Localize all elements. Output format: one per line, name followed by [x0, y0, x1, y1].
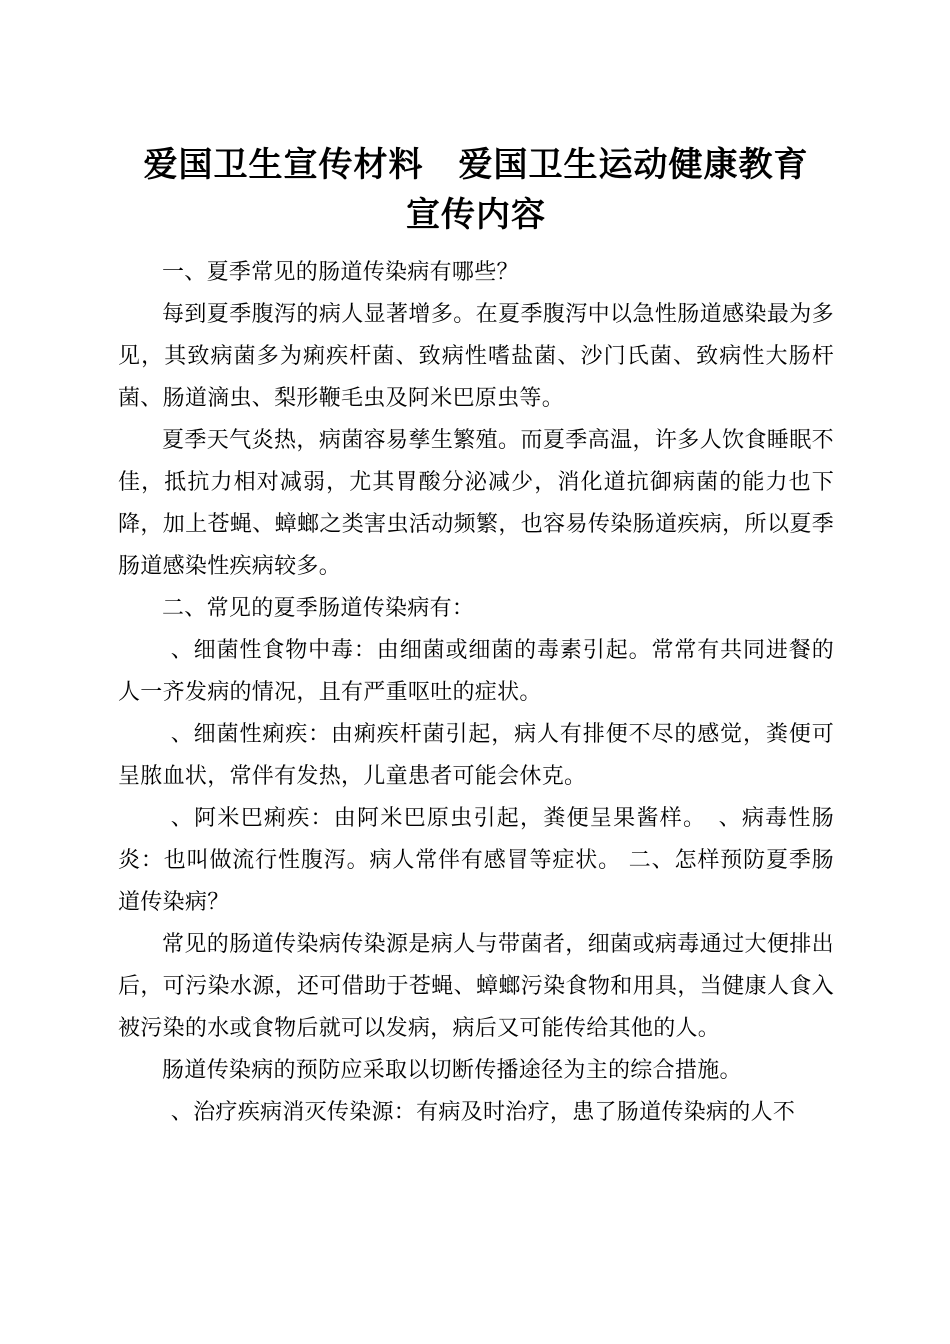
paragraph-1: 一、夏季常见的肠道传染病有哪些？ — [162, 260, 519, 285]
document-title — [118, 140, 834, 240]
paragraph-4: 二、常见的夏季肠道传染病有： — [162, 596, 475, 621]
title-line-1: 爱国卫生宣传材料 爱国卫生运动健康教育 — [143, 145, 809, 185]
paragraph-8: 常见的肠道传染病传染源是病人与带菌者，细菌或病毒通过大便排出后，可污染水源，还可借助于苍蝇、蟑螂污染食物和用具，当健康人食入被污染的水或食物后就可以发病，病后又可能传给其他的人。 — [118, 932, 834, 1041]
document-page — [118, 140, 834, 1134]
paragraph-10: 、治疗疾病消灭传染源：有病及时治疗，患了肠道传染病的人不 — [170, 1100, 796, 1125]
paragraph-2: 每到夏季腹泻的病人显著增多。在夏季腹泻中以急性肠道感染最为多见，其致病菌多为痢疾杆菌、致病性嗜盐菌、沙门氏菌、致病性大肠杆菌、肠道滴虫、梨形鞭毛虫及阿米巴原虫等。 — [118, 302, 834, 411]
paragraph-3: 夏季天气炎热，病菌容易孳生繁殖。而夏季高温，许多人饮食睡眠不佳，抵抗力相对减弱，尤其胃酸分泌减少，消化道抗御病菌的能力也下降，加上苍蝇、蟑螂之类害虫活动频繁，也容易传染肠道疾病，所以夏季肠道感染性疾病较多。 — [118, 428, 834, 579]
paragraph-7: 、阿米巴痢疾：由阿米巴原虫引起，粪便呈果酱样。 、病毒性肠炎：也叫做流行性腹泻。病人常伴有感冒等症状。 二、怎样预防夏季肠道传染病？ — [118, 806, 834, 915]
paragraph-6: 、细菌性痢疾：由痢疾杆菌引起，病人有排便不尽的感觉，粪便可呈脓血状，常伴有发热，儿童患者可能会休克。 — [118, 722, 834, 789]
title-line-2: 宣传内容 — [406, 195, 546, 235]
paragraph-9: 肠道传染病的预防应采取以切断传播途径为主的综合措施。 — [162, 1058, 742, 1083]
paragraph-5: 、细菌性食物中毒：由细菌或细菌的毒素引起。常常有共同进餐的人一齐发病的情况，且有严重呕吐的症状。 — [118, 638, 834, 705]
